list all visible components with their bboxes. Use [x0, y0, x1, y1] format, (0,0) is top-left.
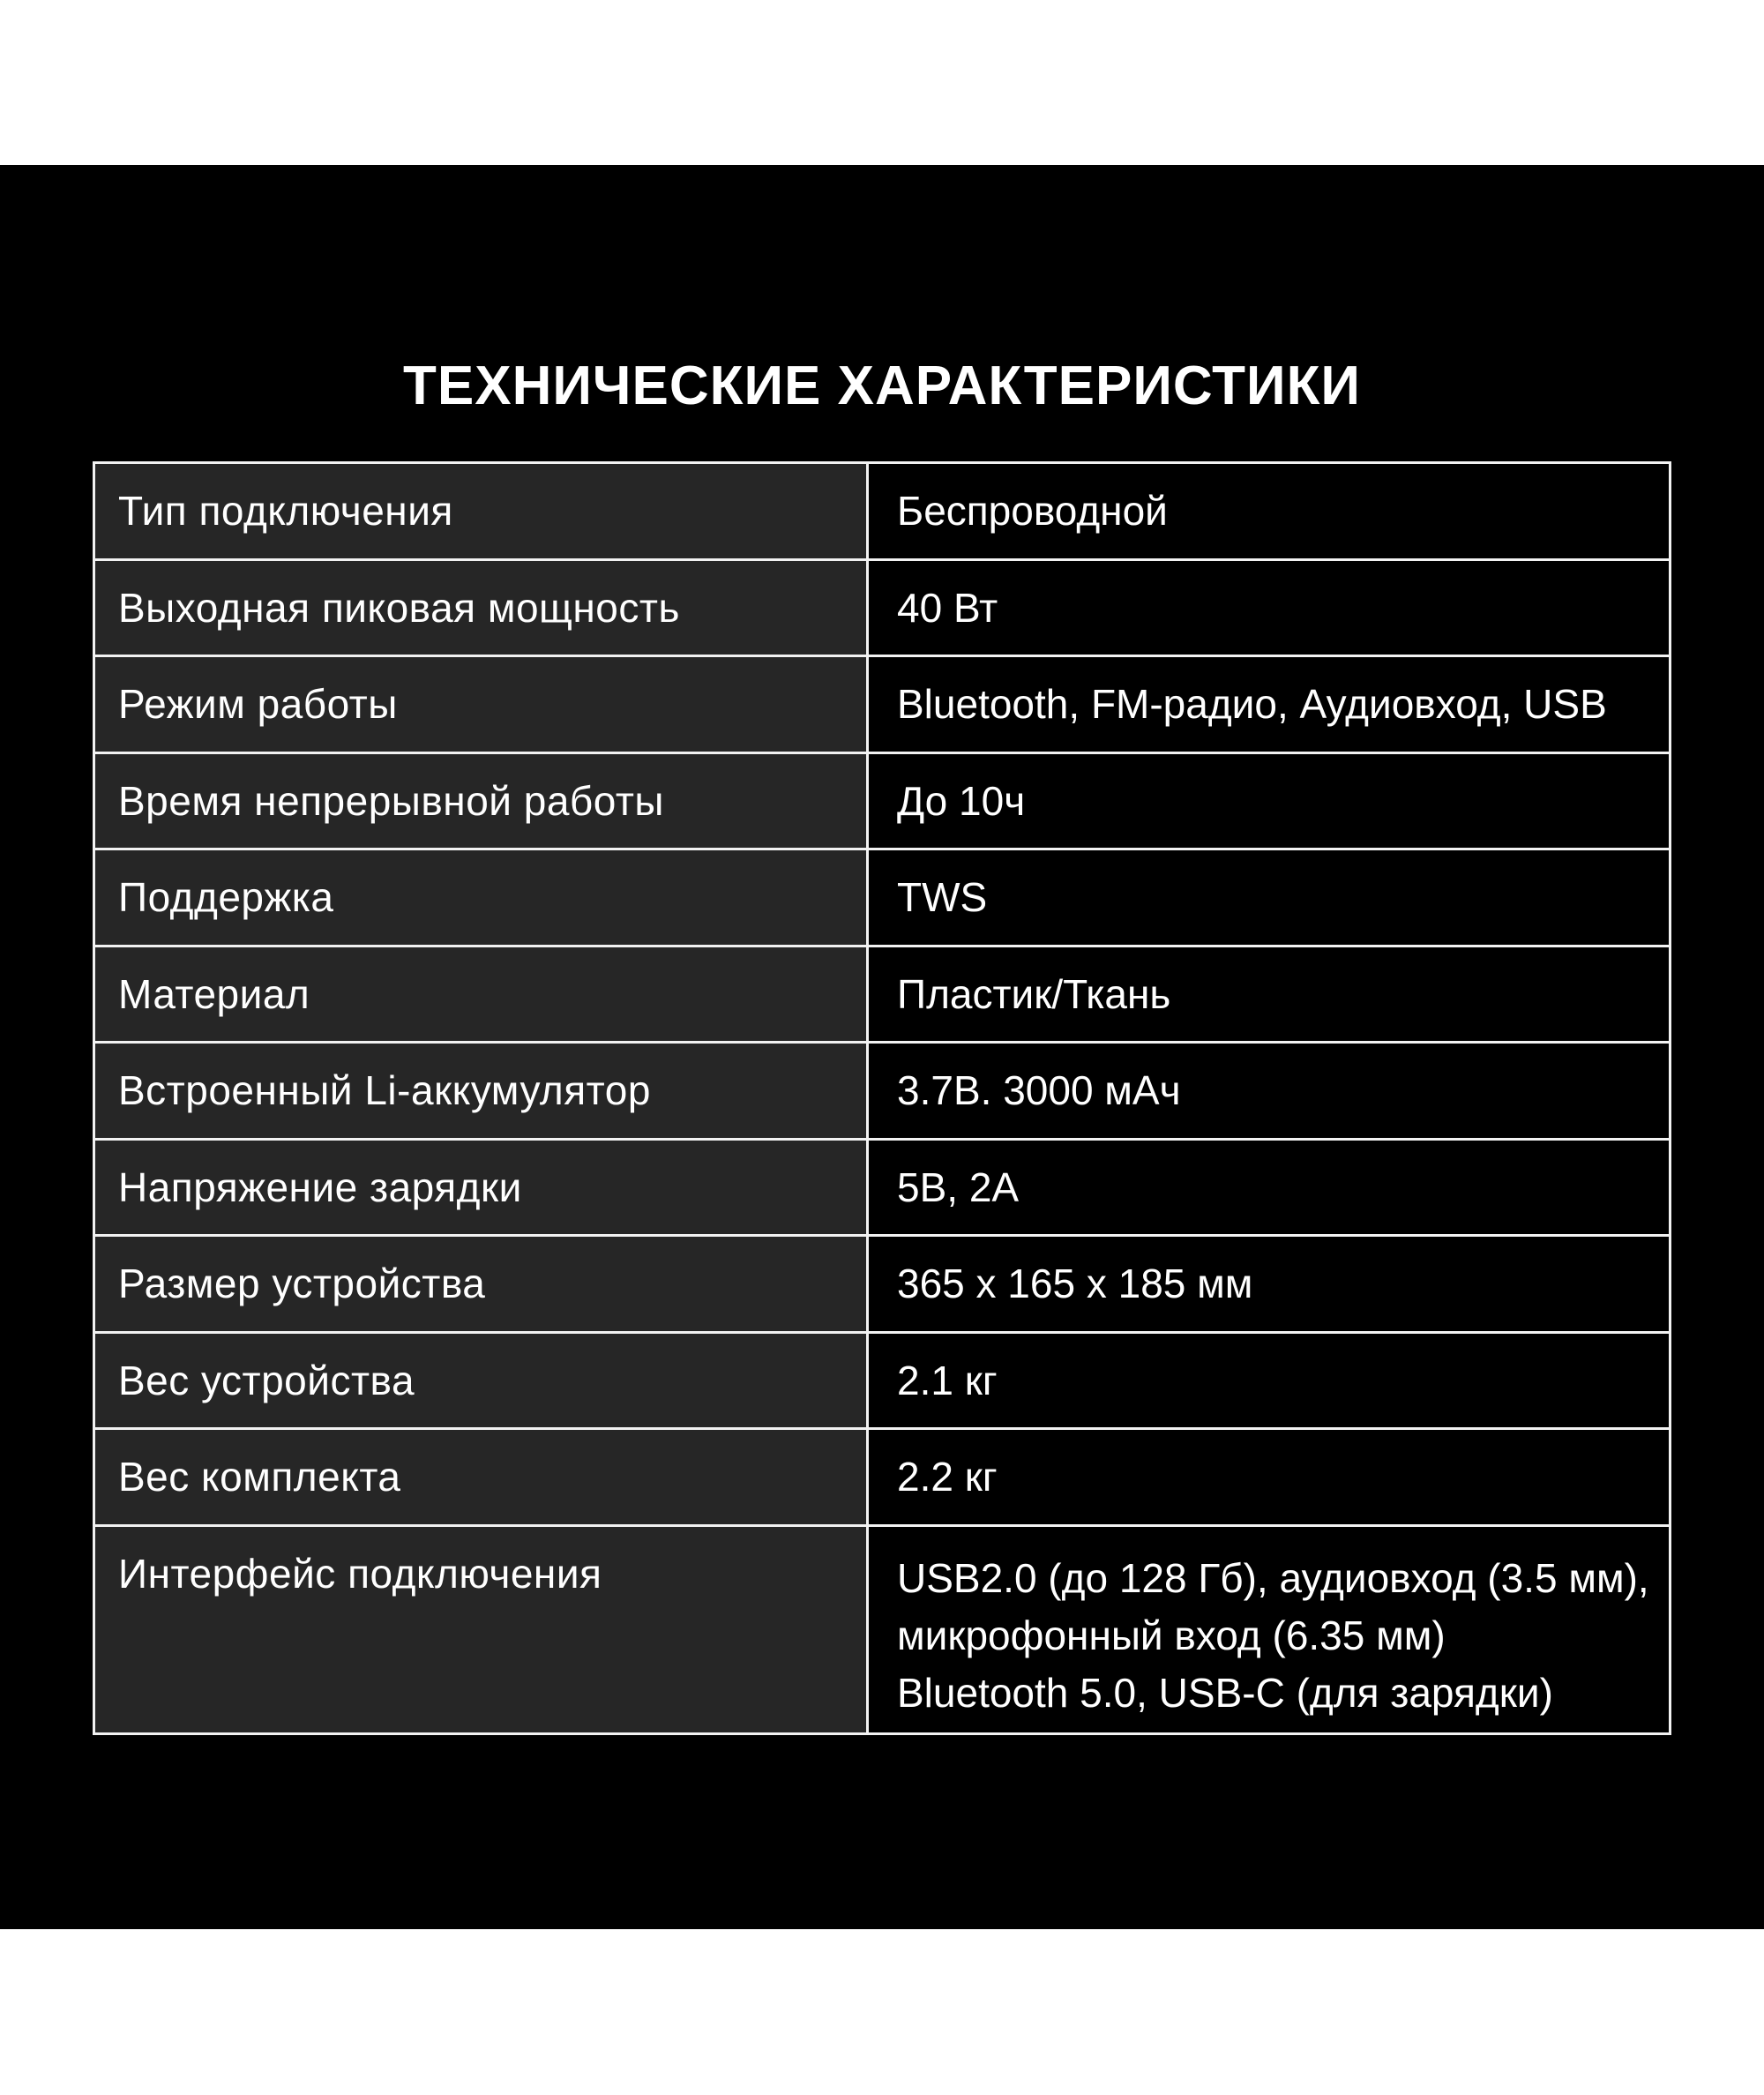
spec-value: Bluetooth, FM-радио, Аудиовход, USB [869, 657, 1669, 752]
spec-value [869, 1527, 1669, 1732]
spec-label: Тип подключения [95, 464, 869, 558]
spec-label: Встроенный Li-аккумулятор [95, 1044, 869, 1138]
spec-value: Пластик/Ткань [869, 947, 1669, 1042]
spec-value: 3.7В. 3000 мАч [869, 1044, 1669, 1138]
spec-label: Напряжение зарядки [95, 1141, 869, 1235]
spec-value: 40 Вт [869, 561, 1669, 655]
spec-table [93, 461, 1671, 1735]
spec-row [95, 754, 1669, 851]
spec-value: Беспроводной [869, 464, 1669, 558]
spec-row [95, 1334, 1669, 1431]
spec-label: Вес комплекта [95, 1430, 869, 1524]
spec-row [95, 947, 1669, 1044]
spec-row [95, 1044, 1669, 1141]
spec-row [95, 1527, 1669, 1732]
spec-row [95, 464, 1669, 561]
spec-row [95, 1237, 1669, 1334]
spec-label: Размер устройства [95, 1237, 869, 1331]
spec-value: 2.2 кг [869, 1430, 1669, 1524]
spec-value: 2.1 кг [869, 1334, 1669, 1428]
spec-label: Интерфейс подключения [95, 1527, 869, 1732]
spec-row [95, 1430, 1669, 1527]
spec-value-line: Bluetooth 5.0, USB-C (для зарядки) [897, 1669, 1553, 1716]
page-title: ТЕХНИЧЕСКИЕ ХАРАКТЕРИСТИКИ [403, 355, 1361, 416]
spec-label: Время непрерывной работы [95, 754, 869, 849]
spec-label: Режим работы [95, 657, 869, 752]
spec-value: До 10ч [869, 754, 1669, 849]
spec-row [95, 1141, 1669, 1238]
spec-label: Материал [95, 947, 869, 1042]
spec-value: 5В, 2А [869, 1141, 1669, 1235]
spec-label: Поддержка [95, 850, 869, 945]
spec-value-lines [897, 1550, 1649, 1722]
spec-value-line: USB2.0 (до 128 Гб), аудиовход (3.5 мм), [897, 1554, 1649, 1601]
spec-label: Вес устройства [95, 1334, 869, 1428]
spec-value: TWS [869, 850, 1669, 945]
spec-label: Выходная пиковая мощность [95, 561, 869, 655]
spec-row [95, 850, 1669, 947]
spec-row [95, 657, 1669, 754]
spec-value: 365 x 165 x 185 мм [869, 1237, 1669, 1331]
spec-value-line: микрофонный вход (6.35 мм) [897, 1612, 1446, 1658]
spec-row [95, 561, 1669, 658]
